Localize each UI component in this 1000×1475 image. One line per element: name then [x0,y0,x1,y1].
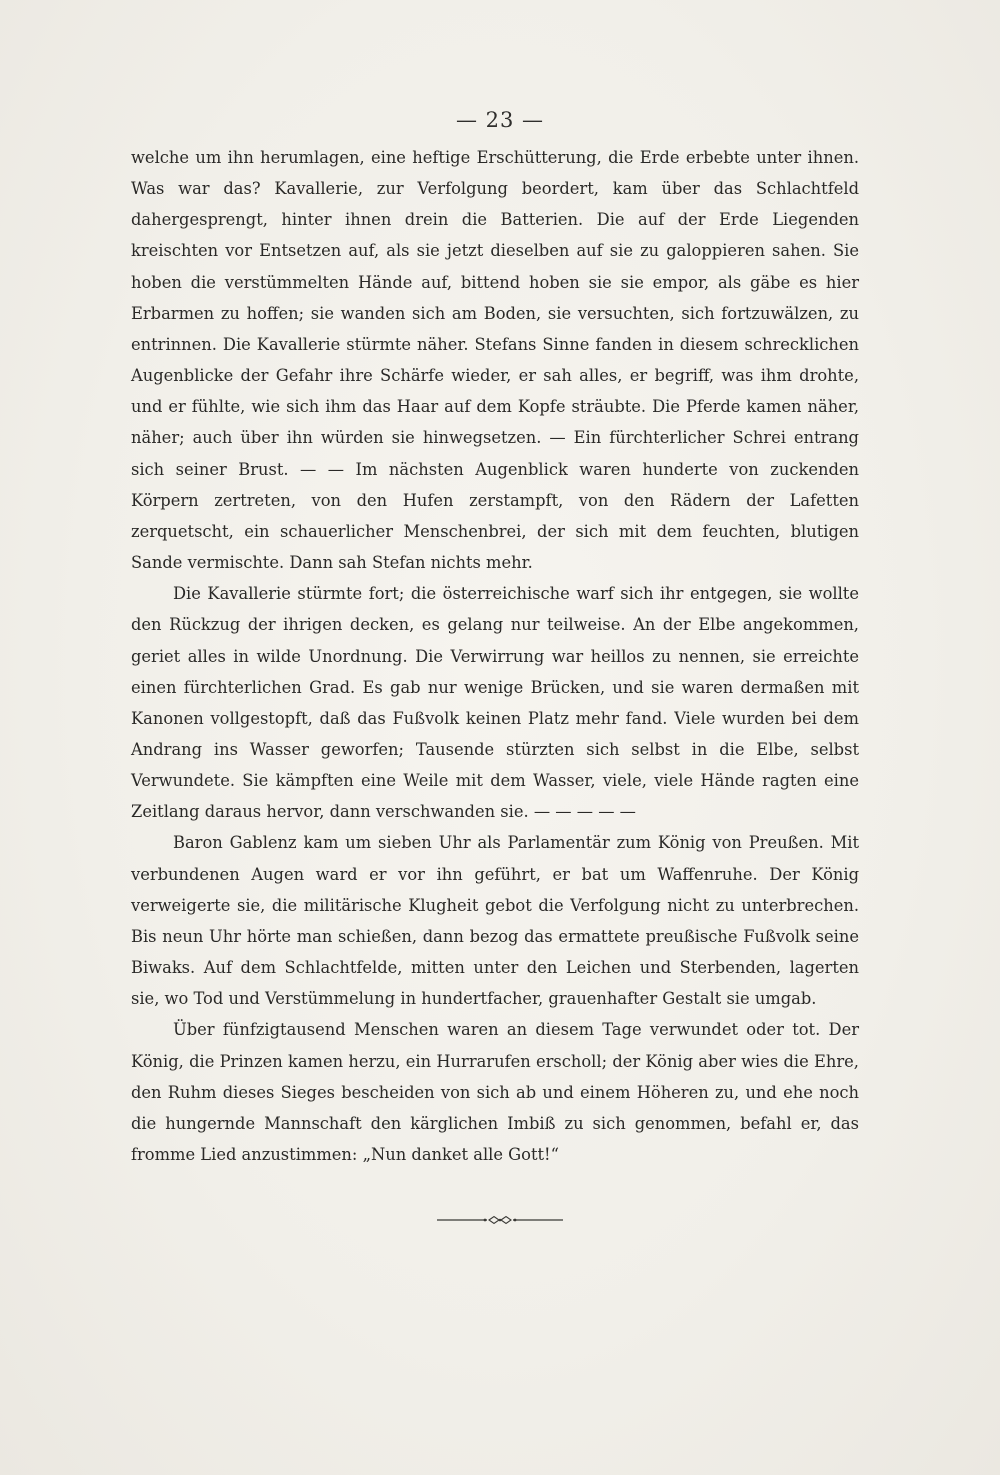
ornamental-divider-icon [0,1210,1000,1230]
paragraph-1: welche um ihn herumlagen, eine heftige Erschütterung, die Erde erbebte unter ihnen. Was war das? Kavallerie, zur Verfolgung beordert, kam über das Schlachtfeld dahergesprengt, hinter ihnen drein die Batterien. Die auf der Erde Liegenden kreischten vor Entsetzen auf, als sie jetzt dieselben auf sie zu galoppieren sahen. Sie hoben die verstümmelten Hände auf, bittend hoben sie sie empor, als gäbe es hier Erbarmen zu hoffen; sie wanden sich am Boden, sie versuchten, sich fortzuwälzen, zu entrinnen. Die Kavallerie stürmte näher. Stefans Sinne fanden in diesem schrecklichen Augenblicke der Gefahr ihre Schärfe wieder, er sah alles, er begriff, was ihm drohte, und er fühlte, wie sich ihm das Haar auf dem Kopfe sträubte. Die Pferde kamen näher, näher; auch über ihn würden sie hinwegsetzen. — Ein fürchterlicher Schrei entrang sich seiner Brust. — — Im nächsten Augenblick waren hunderte von zuckenden Körpern zertreten, von den Hufen zerstampft, von den Rädern der Lafetten zerquetscht, ein schauerlicher Menschenbrei, der sich mit dem feuchten, blutigen Sande vermischte. Dann sah Stefan nichts mehr. [131,148,859,573]
paragraph-2: Die Kavallerie stürmte fort; die österreichische warf sich ihr entgegen, sie wollte den Rückzug der ihrigen decken, es gelang nur teilweise. An der Elbe angekommen, geriet alles in wilde Unordnung. Die Verwirrung war heillos zu nennen, sie erreichte einen fürchterlichen Grad. Es gab nur wenige Brücken, und sie waren dermaßen mit Kanonen vollgestopft, daß das Fußvolk keinen Platz mehr fand. Viele wurden bei dem Andrang ins Wasser geworfen; Tausende stürzten sich selbst in die Elbe, selbst Verwundete. Sie kämpften eine Weile mit dem Wasser, viele, viele Hände ragten eine Zeitlang daraus hervor, dann verschwanden sie. — — — — — [131,584,859,822]
paragraph-3: Baron Gablenz kam um sieben Uhr als Parlamentär zum König von Preußen. Mit verbundenen Augen ward er vor ihn geführt, er bat um Waffenruhe. Der König verweigerte sie, die militärische Klugheit gebot die Verfolgung nicht zu unterbrechen. Bis neun Uhr hörte man schießen, dann bezog das ermattete preußische Fußvolk seine Biwaks. Auf dem Schlachtfelde, mitten unter den Leichen und Sterbenden, lagerten sie, wo Tod und Verstümmelung in hundertfacher, grauenhafter Gestalt sie umgab. [131,833,859,1009]
body-text [131,142,859,1170]
paragraph-4: Über fünfzigtausend Menschen waren an diesem Tage verwundet oder tot. Der König, die Prinzen kamen herzu, ein Hurrarufen erscholl; der König aber wies die Ehre, den Ruhm dieses Sieges bescheiden von sich ab und einem Höheren zu, und ehe noch die hungernde Mannschaft den kärglichen Imbiß zu sich genommen, befahl er, das fromme Lied anzustimmen: „Nun danket alle Gott!“ [131,1020,859,1164]
page-number: — 23 — [455,108,545,132]
